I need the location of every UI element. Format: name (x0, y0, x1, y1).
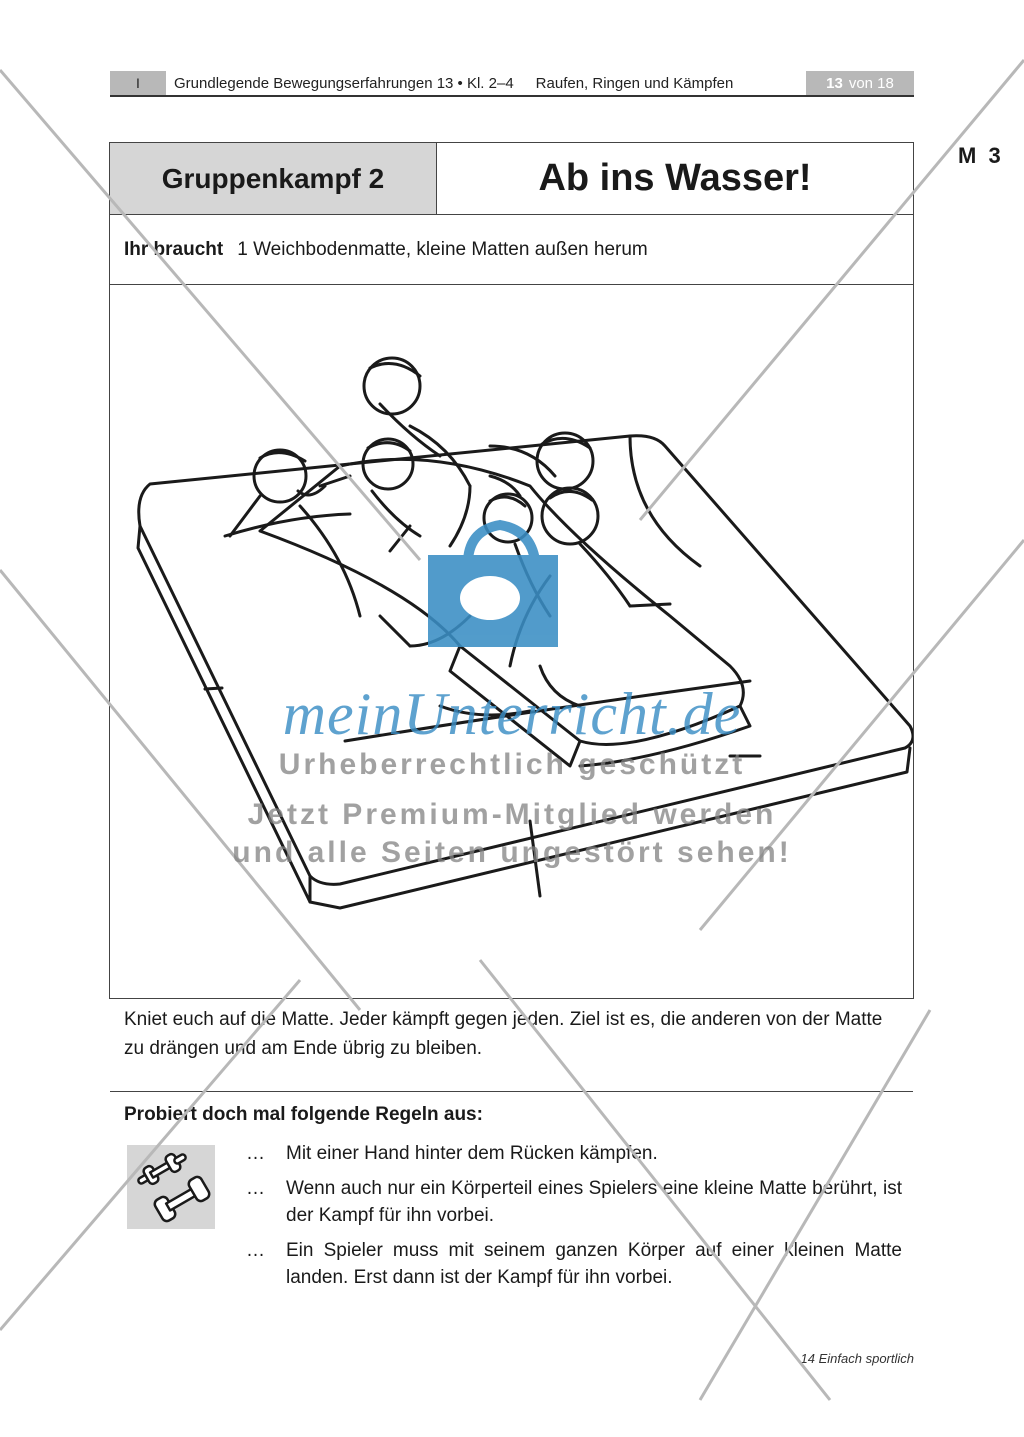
page-header (110, 71, 914, 97)
activity-card (109, 142, 914, 1288)
needs-label: Ihr braucht (124, 238, 224, 260)
watermark-line-2: Jetzt Premium-Mitglied werden (247, 798, 777, 831)
card-title-row (110, 143, 913, 215)
rule-bullet: … (246, 1240, 265, 1261)
footer-credit: 14 Einfach sportlich (800, 1351, 914, 1366)
rule-text: Wenn auch nur ein Körperteil eines Spielers eine kleine Matte berührt, ist der Kampf für ihn vorbei. (286, 1178, 902, 1226)
section-number: I (110, 71, 166, 95)
series-title: Grundlegende Bewegungserfahrungen 13 • Kl. 2–4 (174, 74, 514, 92)
page-total: von 18 (848, 74, 894, 92)
rule-text: Mit einer Hand hinter dem Rücken kämpfen. (286, 1143, 658, 1164)
weichboden-mat (260, 459, 743, 744)
watermark-line-3: und alle Seiten ungestört sehen! (232, 836, 792, 869)
rule-text: Ein Spieler muss mit seinem ganzen Körper auf einer kleinen Matte landen. Erst dann ist der Kampf für ihn vorbei. (286, 1240, 902, 1288)
card-title: Ab ins Wasser! (538, 157, 812, 199)
page-current: 13 (826, 74, 843, 92)
mat-illustration (110, 286, 913, 966)
rules-title: Probiert doch mal folgende Regeln aus: (124, 1104, 483, 1125)
watermark-line-1: Urheberrechtlich geschützt (278, 748, 746, 781)
needs-text: 1 Weichbodenmatte, kleine Matten außen herum (237, 238, 648, 260)
header-text (166, 71, 806, 95)
topic-title: Raufen, Ringen und Kämpfen (535, 74, 734, 92)
watermark-brand: meinUnterricht.de (282, 681, 742, 747)
rule-item (246, 1237, 902, 1291)
materials-row (110, 215, 913, 285)
page-counter (806, 71, 914, 95)
rule-bullet: … (246, 1143, 265, 1164)
rule-list (246, 1140, 902, 1299)
rules-section (110, 1091, 913, 1298)
rule-bullet: … (246, 1178, 265, 1199)
activity-description: Kniet euch auf die Matte. Jeder kämpft gegen jeden. Ziel ist es, die anderen von der Matte zu drängen und am Ende übrig zu bleiben. (124, 1009, 883, 1059)
dumbbell-icon (127, 1145, 215, 1229)
category-label: Gruppenkampf 2 (110, 143, 437, 214)
rule-item (246, 1140, 902, 1167)
rule-item (246, 1175, 902, 1229)
material-label: M 3 (958, 143, 1004, 168)
